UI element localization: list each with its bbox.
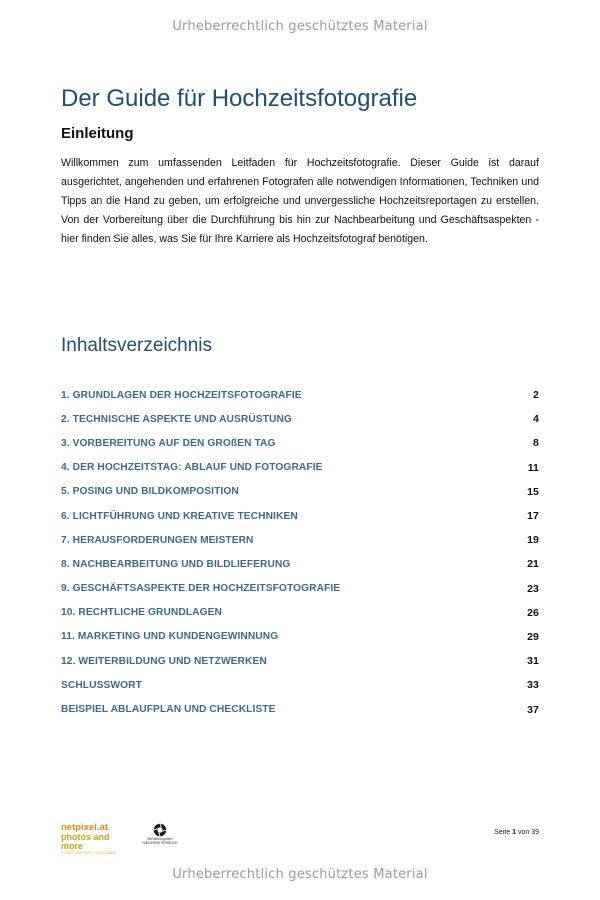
toc-entry-page: 8 — [533, 437, 539, 450]
toc-entry[interactable] — [61, 383, 539, 407]
toc-entry-page: 33 — [527, 679, 539, 692]
toc-entry-label: 2. TECHNISCHE ASPEKTE UND AUSRÜSTUNG — [61, 413, 292, 425]
toc-entry[interactable] — [61, 577, 539, 601]
toc-entry-label: 6. LICHTFÜHRUNG UND KREATIVE TECHNIKEN — [61, 510, 298, 522]
toc-entry-page: 31 — [527, 655, 539, 668]
watermark-top: Urheberrechtlich geschütztes Material — [172, 19, 428, 34]
toc-entry[interactable] — [61, 673, 539, 697]
document-title: Der Guide für Hochzeitsfotografie — [61, 85, 418, 112]
page-number-prefix: Seite — [494, 829, 511, 836]
toc-entry[interactable] — [61, 649, 539, 673]
toc-entry[interactable] — [61, 601, 539, 625]
toc-entry-page: 19 — [527, 534, 539, 547]
toc-entry-page: 4 — [533, 413, 539, 426]
toc-entry-label: 3. VORBEREITUNG AUF DEN GROßEN TAG — [61, 437, 276, 449]
netpixel-logo — [61, 822, 121, 855]
toc-entry-label: 8. NACHBEARBEITUNG UND BILDLIEFERUNG — [61, 558, 291, 570]
toc-entry[interactable] — [61, 552, 539, 576]
toc-entry[interactable] — [61, 456, 539, 480]
toc-entry-page: 29 — [527, 630, 539, 643]
toc-entry[interactable] — [61, 625, 539, 649]
page-content — [61, 84, 539, 716]
toc-entry-label: 9. GESCHÄFTSASPEKTE DER HOCHZEITSFOTOGRAFIE — [61, 583, 341, 595]
berufsfotografen-logo — [142, 823, 178, 853]
netpixel-logo-tagline: photos and more — [61, 832, 110, 851]
toc-entry-label: 12. WEITERBILDUNG UND NETZWERKEN — [61, 655, 267, 667]
toc-entry-label: 4. DER HOCHZEITSTAG: ABLAUF UND FOTOGRAFIE — [61, 462, 323, 474]
toc-entry-page: 11 — [527, 461, 539, 474]
page-number-total: 39 — [531, 829, 539, 836]
netpixel-logo-name: netpixel.at — [61, 822, 108, 833]
toc-entry-label: 11. MARKETING UND KUNDENGEWINNUNG — [61, 631, 279, 643]
toc-heading: Inhaltsverzeichnis — [61, 335, 213, 356]
toc-entry[interactable] — [61, 528, 539, 552]
watermark-bottom: Urheberrechtlich geschütztes Material — [172, 867, 428, 882]
toc-entry[interactable] — [61, 480, 539, 504]
toc-entry-label: 7. HERAUSFORDERUNGEN MEISTERN — [61, 534, 254, 546]
toc-entry[interactable] — [61, 407, 539, 431]
page-number — [494, 829, 539, 836]
toc-entry-page: 23 — [527, 582, 539, 595]
toc-entry-page: 17 — [527, 510, 539, 523]
toc-entry-page: 15 — [527, 485, 539, 498]
toc-entry-label: SCHLUSSWORT — [61, 679, 142, 691]
page-number-middle: von — [517, 829, 530, 836]
toc-entry-label: 10. RECHTLICHE GRUNDLAGEN — [61, 607, 222, 619]
toc-entry-page: 21 — [527, 558, 539, 571]
badge-line1: Berufsfotografen — [147, 837, 173, 841]
netpixel-logo-subline: S + N STUDIO UND FOTOGRAFIE — [61, 851, 117, 855]
toc-entry-label: 5. POSING UND BILDKOMPOSITION — [61, 486, 239, 498]
intro-paragraph: Willkommen zum umfassenden Leitfaden für Hochzeitsfotografie. Dieser Guide ist darauf ausgerichtet, angehenden und erfahrenen Fotografen alle notwendigen Informationen, Techniken und Tipps an die Hand zu geben, um erfolgreiche und unvergessliche Hochzeitsreportagen zu erstellen. Von der Vorbereitung über die Durchführung bis hin zur Nachbearbeitung und Geschäftsaspekten - hier finden Sie alles, was Sie für Ihre Karriere als Hochzeitsfotograf benötigen. — [61, 157, 539, 245]
table-of-contents — [61, 383, 539, 722]
intro-heading: Einleitung — [61, 125, 134, 142]
toc-entry-page: 37 — [527, 703, 539, 716]
toc-entry-page: 2 — [533, 389, 539, 402]
toc-entry-page: 26 — [527, 606, 539, 619]
toc-entry-label: BEISPIEL ABLAUFPLAN UND CHECKLISTE — [61, 704, 276, 716]
toc-entry[interactable] — [61, 504, 539, 528]
toc-entry[interactable] — [61, 431, 539, 455]
page-number-current: 1 — [512, 829, 516, 836]
badge-line2: NIEDERÖSTERREICH — [142, 841, 178, 845]
aperture-icon — [142, 823, 178, 837]
toc-entry-label: 1. GRUNDLAGEN DER HOCHZEITSFOTOGRAFIE — [61, 389, 302, 401]
toc-entry[interactable] — [61, 697, 539, 721]
